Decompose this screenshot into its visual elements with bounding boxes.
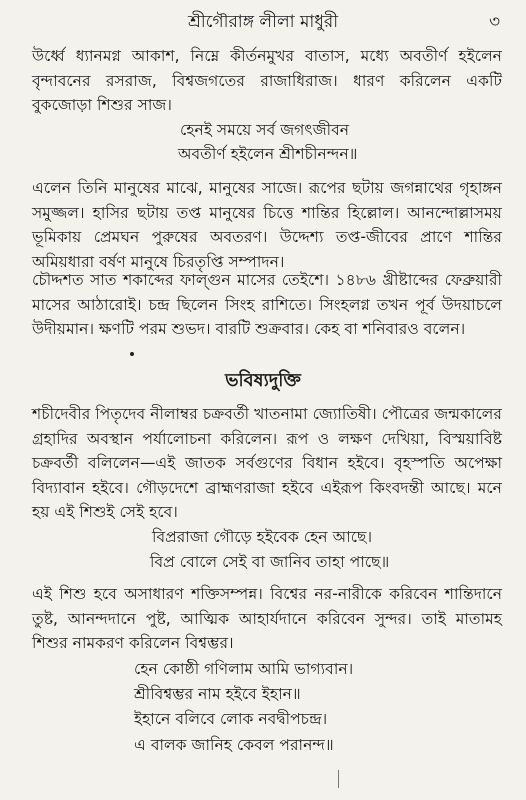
verse-3-line-4: এ বালক জানিহ কেবল পরানন্দ॥	[134, 736, 334, 754]
page-number: ৩	[488, 12, 500, 32]
paragraph-1: উর্ধ্বে ধ্যানমগ্ন আকাশ, নিম্নে কীর্তনমুখর বাতাস, মধ্যে অবতীর্ণ হইলেন বৃন্দাবনের রসরাজ, বিশ্বজগতের রাজাধিরাজ। ধারণ করিলেন একটি বুকজোড়া শিশুর সাজ।	[32, 47, 502, 114]
paragraph-5: এই শিশু হবে অসাধারণ শক্তিসম্পন্ন। বিশ্বের নর-নারীকে করিবেন শান্তিদানে তুষ্ট, আনন্দদানে পুষ্ট, আত্মিক আহার্যদানে করিবেন সুন্দর। তাই মাতামহ শিশুর নামকরণ করিলেন বিশ্বম্ভর।	[32, 585, 502, 652]
verse-1-line-2: অবতীর্ণ হইলেন শ্রীশচীনন্দন॥	[178, 145, 358, 163]
ink-dot	[130, 352, 134, 356]
running-header	[0, 8, 526, 36]
paragraph-4: শচীদেবীর পিতৃদেব নীলাম্বর চক্রবর্তী খাতনামা জ্যোতিষী। পৌত্রের জন্মকালের গ্রহাদির অবস্থান পর্যালোচনা করিলেন। রূপ ও লক্ষণ দেখিয়া, বিস্ময়াবিষ্ট চক্রবর্তী বলিলেন—এই জাতক সর্বগুণের বিধান হইবে। বৃহস্পতি অপেক্ষা বিদ্যাবান হইবে। গৌড়দেশে ব্রাহ্মণরাজা হইবে এইরূপ কিংবদন্তী আছে। মনে হয় এই শিশুই সেই হবে।	[32, 405, 502, 521]
paragraph-3: চৌদ্দশত সাত শকাব্দের ফাল্গুন মাসের তেইশে। ১৪৮৬ খ্রীষ্টাব্দের ফেব্রুয়ারী মাসের আঠারোই। চন্দ্র ছিলেন সিংহ রাশিতে। সিংহলগ্ন তখন পূর্ব উদয়াচলে উদীয়মান। ক্ষণটি পরম শুভদ। বারটি শুক্রবার। কেহ বা শনিবারও বলেন।	[32, 271, 502, 338]
verse-3-line-1: হেন কোষ্ঠী গণিলাম আমি ভাগ্যবান।	[134, 660, 354, 678]
verse-3-line-2: শ্রীবিশ্বম্ভর নাম হইবে ইহান॥	[134, 685, 301, 703]
pencil-mark	[338, 770, 339, 788]
paragraph-2: এলেন তিনি মানুষের মাঝে, মানুষের সাজে। রূপের ছটায় জগন্নাথের গৃহাঙ্গন সমুজ্জল। হাসির ছটায় তপ্ত মানুষের চিত্তে শান্তির হিল্লোল। আনন্দোল্লাসময় ভূমিকায় প্রেমঘন পুরুষের অবতরণ। উদ্দেশ্য তপ্ত-জীবের প্রাণে শান্তির অমিয়ধারা বর্ষণ মানুষে চিরতৃপ্তি সম্পাদন।	[32, 179, 502, 271]
verse-1-line-1: হেনই সময়ে সর্ব জগৎজীবন	[180, 121, 350, 139]
header-title: শ্রীগৌরাঙ্গ লীলা মাধুরী	[187, 12, 339, 32]
section-heading: ভবিষ্যদুক্তি	[225, 370, 301, 391]
verse-3-line-3: ইহানে বলিবে লোক নবদ্বীপচন্দ্র।	[134, 710, 328, 728]
verse-2-line-2: বিপ্র বোলে সেই বা জানিব তাহা পাছে॥	[150, 553, 390, 571]
verse-2-line-1: বিপ্ররাজা গৌড়ে হইবেক হেন আছে।	[152, 528, 373, 546]
